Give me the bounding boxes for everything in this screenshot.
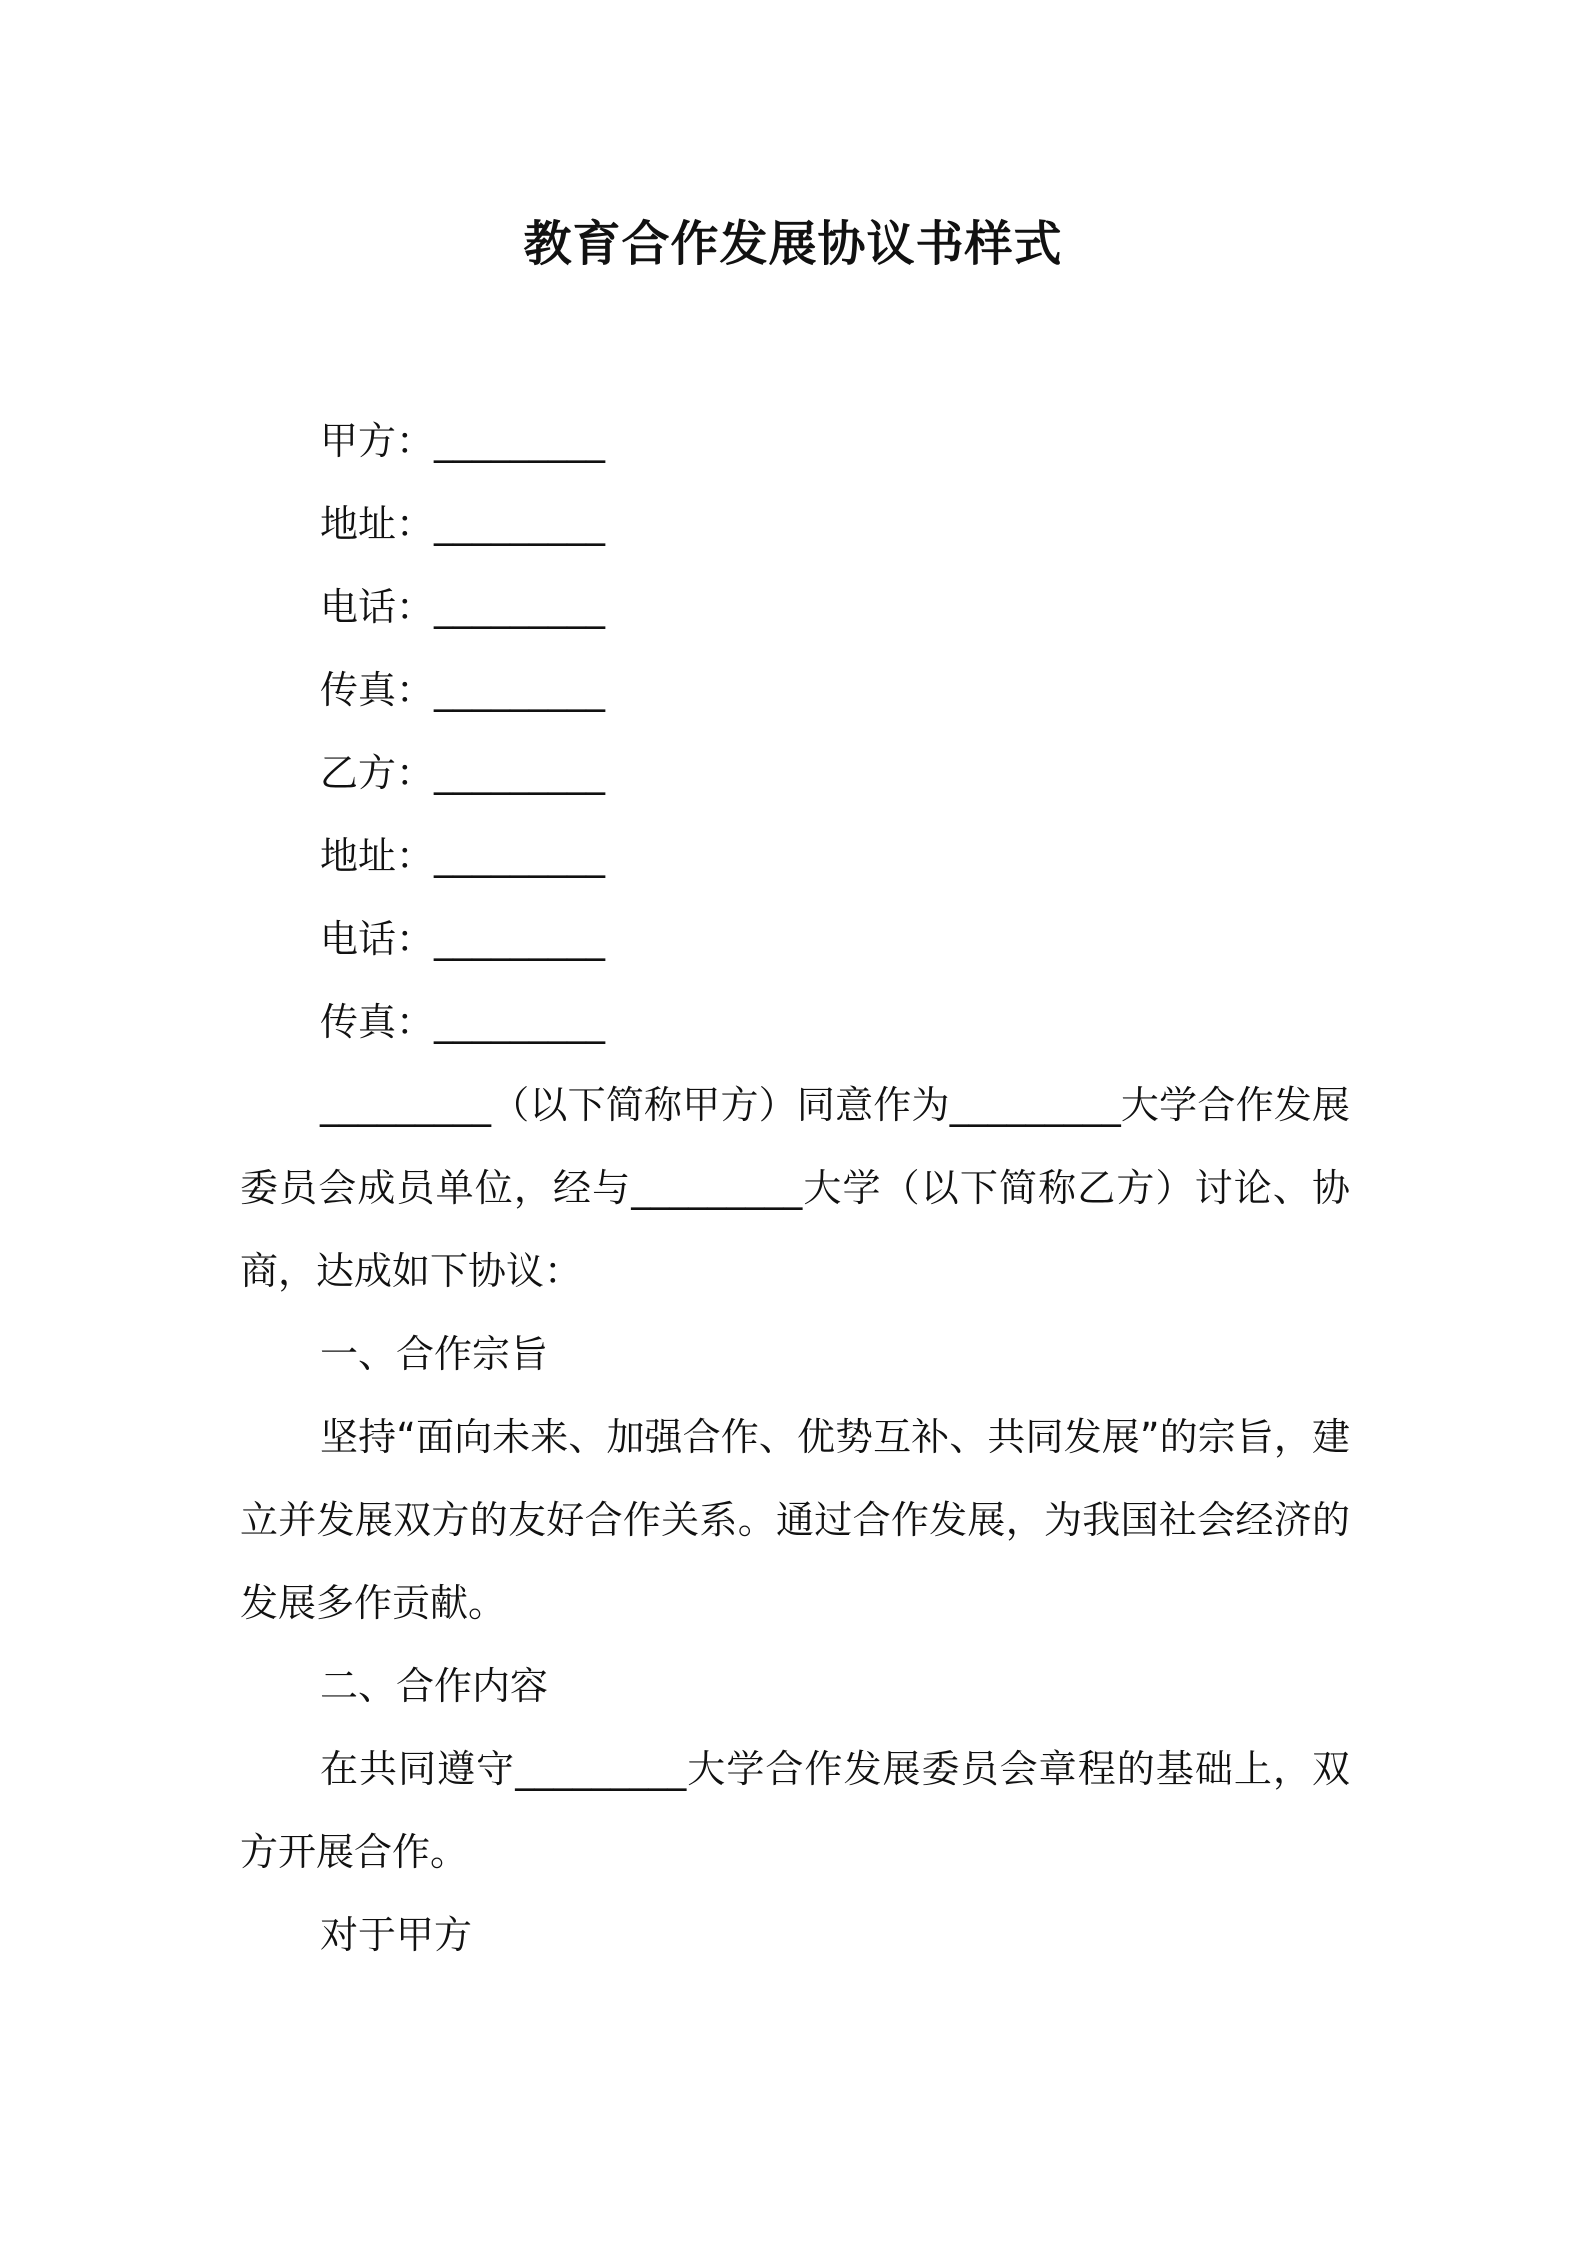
document-title: 教育合作发展协议书样式 <box>523 216 1063 272</box>
party-a-address-blank: _________ <box>434 502 606 546</box>
party-b-block <box>240 732 1350 1064</box>
intro-paragraph: _________（以下简称甲方）同意作为_________大学合作发展委员会成员单位，经与_________大学（以下简称乙方）讨论、协商，达成如下协议： <box>240 1083 1350 1293</box>
party-a-fax-label: 传真： <box>320 668 435 712</box>
section2-paragraph: 在共同遵守_________大学合作发展委员会章程的基础上，双方开展合作。 <box>240 1747 1350 1874</box>
party-b-fax-line <box>240 981 1350 1064</box>
party-b-address-line <box>240 815 1350 898</box>
party-b-fax-label: 传真： <box>320 1000 435 1044</box>
party-a-block <box>240 400 1350 732</box>
party-b-label: 乙方： <box>320 751 435 795</box>
party-b-address-label: 地址： <box>320 834 435 878</box>
section2-subheading: 对于甲方 <box>320 1913 473 1957</box>
party-b-phone-label: 电话： <box>320 917 435 961</box>
section1-paragraph: 坚持“面向未来、加强合作、优势互补、共同发展”的宗旨，建立并发展双方的友好合作关系。通过合作发展，为我国社会经济的发展多作贡献。 <box>240 1415 1350 1625</box>
party-b-name-line <box>240 732 1350 815</box>
party-a-phone-line <box>240 566 1350 649</box>
section2-heading: 二、合作内容 <box>320 1664 549 1708</box>
party-a-phone-label: 电话： <box>320 585 435 629</box>
party-b-blank: _________ <box>434 751 606 795</box>
party-a-name-line <box>240 400 1350 483</box>
party-a-fax-line <box>240 649 1350 732</box>
party-a-address-label: 地址： <box>320 502 435 546</box>
section1-heading: 一、合作宗旨 <box>320 1332 549 1376</box>
party-a-fax-blank: _________ <box>434 668 606 712</box>
party-a-label: 甲方： <box>320 419 435 463</box>
document-body <box>240 400 1350 1977</box>
party-b-phone-blank: _________ <box>434 917 606 961</box>
party-a-blank: _________ <box>434 419 606 463</box>
party-b-fax-blank: _________ <box>434 1000 606 1044</box>
party-b-address-blank: _________ <box>434 834 606 878</box>
party-a-phone-blank: _________ <box>434 585 606 629</box>
party-a-address-line <box>240 483 1350 566</box>
party-b-phone-line <box>240 898 1350 981</box>
